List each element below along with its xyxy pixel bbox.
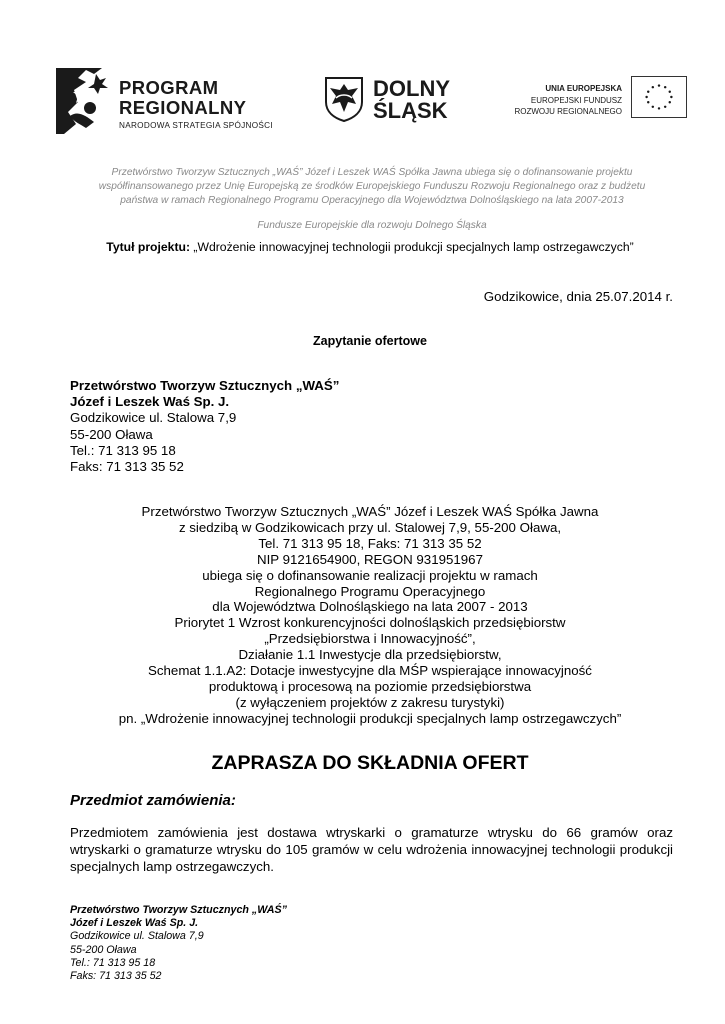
program-logo-line1: PROGRAM [119,77,219,98]
program-logo-line3: NARODOWA STRATEGIA SPÓJNOŚCI [119,121,273,130]
description-line: Tel. 71 313 95 18, Faks: 71 313 35 52 [258,535,482,551]
program-regionalny-emblem [56,68,116,134]
project-title-label: Tytuł projektu: [106,240,191,254]
funding-notice-line2: współfinansowanego przez Unię Europejską ze środków Europejskiego Funduszu Rozwoju Regionalnego oraz z budżetu [98,181,646,192]
funding-notice-line3: państwa w ramach Regionalnego Programu Operacyjnego dla Województwa Dolnośląskiego na lata 2007-2013 [120,195,624,206]
eu-logo-line1: UNIA EUROPEJSKA [545,84,622,93]
invitation-heading: ZAPRASZA DO SKŁADNIA OFERT [211,752,529,774]
description-line: (z wyłączeniem projektów z zakresu turystyki) [235,694,505,710]
description-line: dla Województwa Dolnośląskiego na lata 2007 - 2013 [212,599,528,615]
footer-address-block [70,904,287,983]
dolny-slask-line1: DOLNY [373,76,450,101]
doc-heading: Zapytanie ofertowe [313,334,427,348]
description-line: Priorytet 1 Wzrost konkurencyjności dolnośląskich przedsiębiorstw [174,615,566,631]
description-line: Regionalnego Programu Operacyjnego [254,583,486,599]
footer-name-1: Przetwórstwo Tworzyw Sztucznych „WAŚ” [70,904,287,916]
footer-tel: Tel.: 71 313 95 18 [70,956,156,969]
footer-fax: Faks: 71 313 35 52 [70,970,162,983]
footer-address: Godzikowice ul. Stalowa 7,9 [70,930,204,943]
program-logo-line2: REGIONALNY [119,97,247,118]
project-title-value: „Wdrożenie innowacyjnej technologii produkcji specjalnych lamp ostrzegawczych” [190,240,634,254]
description-line: Schemat 1.1.A2: Dotacje inwestycyjne dla MŚP wspierające innowacyjność [148,663,592,679]
footer-city: 55-200 Oława [70,943,137,956]
company-tel: Tel.: 71 313 95 18 [70,442,176,458]
description-line: Działanie 1.1 Inwestycje dla przedsiębiorstw, [238,647,502,663]
funding-slogan: Fundusze Europejskie dla rozwoju Dolnego Śląska [257,220,487,231]
subject-heading: Przedmiot zamówienia: [70,792,236,809]
dolny-slask-line2: ŚLĄSK [373,98,448,123]
company-address-block [70,378,339,475]
description-line: NIP 9121654900, REGON 931951967 [257,551,483,567]
company-address: Godzikowice ul. Stalowa 7,9 [70,410,237,426]
company-fax: Faks: 71 313 35 52 [70,459,184,475]
eu-flag-icon [631,76,687,118]
company-city: 55-200 Oława [70,426,153,442]
project-title [40,240,700,254]
footer-name-2: Józef i Leszek Waś Sp. J. [70,917,199,930]
description-line: Przetwórstwo Tworzyw Sztucznych „WAŚ” Józef i Leszek WAŚ Spółka Jawna [141,504,599,519]
description-line: pn. „Wdrożenie innowacyjnej technologii produkcji specjalnych lamp ostrzegawczych” [118,710,622,726]
project-description-block [40,504,700,727]
company-name-1: Przetwórstwo Tworzyw Sztucznych „WAŚ” [70,378,340,393]
description-line: z siedzibą w Godzikowicach przy ul. Stalowej 7,9, 55-200 Oława, [178,519,562,535]
dolny-slask-eagle-emblem [324,76,364,122]
date-line: Godzikowice, dnia 25.07.2014 r. [483,289,673,304]
eu-logo-line3: ROZWOJU REGIONALNEGO [514,107,622,116]
eu-logo-line2: EUROPEJSKI FUNDUSZ [530,96,622,105]
funding-notice-line1: Przetwórstwo Tworzyw Sztucznych „WAŚ” Józef i Leszek WAŚ Spółka Jawna ubiega się o dofinansowanie projektu [111,167,633,178]
company-name-2: Józef i Leszek Waś Sp. J. [70,394,230,410]
description-line: produktową i procesową na poziomie przedsiębiorstwa [208,678,532,694]
description-line: ubiega się o dofinansowanie realizacji projektu w ramach [202,567,538,583]
description-line: „Przedsiębiorstwa i Innowacyjność”, [264,631,476,647]
subject-paragraph: Przedmiotem zamówienia jest dostawa wtryskarki o gramaturze wtrysku do 66 gramów oraz wtryskarki o gramaturze wtrysku do 105 gramów w celu wdrożenia innowacyjnej technologii produkcji specjalnych lamp ostrzegawczych. [70,825,673,874]
